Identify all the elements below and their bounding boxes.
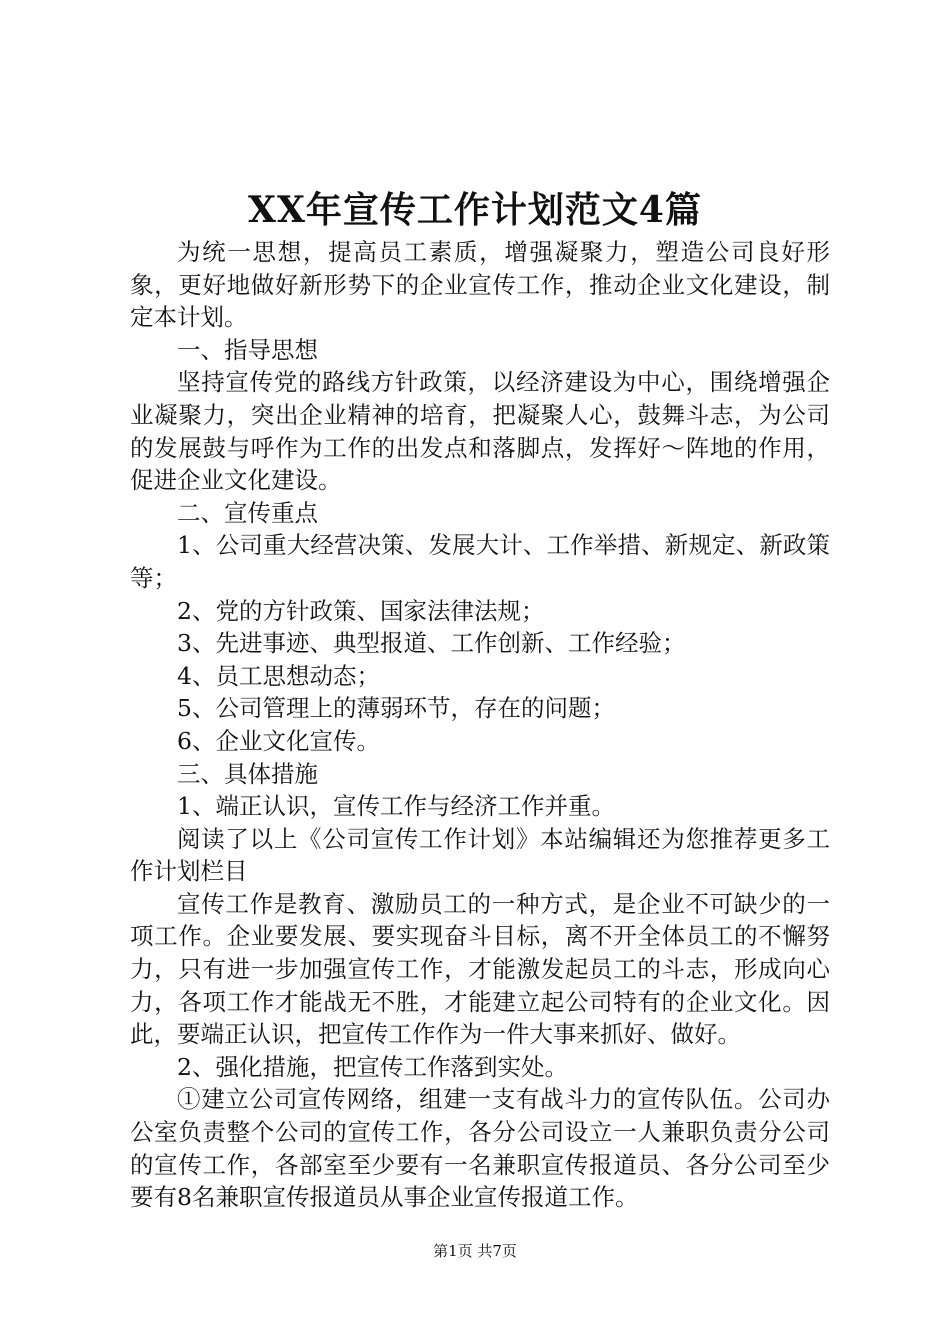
focus-item-4: 4、员工思想动态； bbox=[177, 661, 380, 690]
section-heading-guiding-thought: 一、指导思想 bbox=[177, 335, 318, 364]
section-heading-measures: 三、具体措施 bbox=[177, 759, 318, 788]
focus-item-6: 6、企业文化宣传。 bbox=[177, 726, 380, 755]
measure-2-sub-item-1: ①建立公司宣传网络，组建一支有战斗力的宣传队伍。公司办公室负责整个公司的宣传工作，各分公司设立一人兼职负责分公司的宣传工作，各部室至少要有一名兼职宣传报道员、各分公司至少要有8名兼职宣传报道员从事企业宣传报道工作。 bbox=[130, 1085, 830, 1212]
section-heading-publicity-focus: 二、宣传重点 bbox=[177, 498, 318, 527]
intro-paragraph: 为统一思想，提高员工素质，增强凝聚力，塑造公司良好形象，更好地做好新形势下的企业宣传工作，推动企业文化建设，制定本计划。 bbox=[130, 238, 830, 332]
page-number-footer: 第1页 共7页 bbox=[433, 1242, 517, 1260]
guiding-thought-paragraph: 坚持宣传党的路线方针政策，以经济建设为中心，围绕增强企业凝聚力，突出企业精神的培育，把凝聚人心，鼓舞斗志，为公司的发展鼓与呼作为工作的出发点和落脚点，发挥好～阵地的作用，促进企业文化建设。 bbox=[130, 368, 830, 495]
measure-1-body-paragraph: 宣传工作是教育、激励员工的一种方式，是企业不可缺少的一项工作。企业要发展、要实现奋斗目标，离不开全体员工的不懈努力，只有进一步加强宣传工作，才能激发起员工的斗志，形成向心力，各项工作才能战无不胜，才能建立起公司特有的企业文化。因此，要端正认识，把宣传工作作为一件大事来抓好、做好。 bbox=[130, 889, 830, 1049]
measure-item-2: 2、强化措施，把宣传工作落到实处。 bbox=[177, 1052, 568, 1081]
document-body bbox=[130, 236, 830, 1214]
focus-item-1: 1、公司重大经营决策、发展大计、工作举措、新规定、新政策等； bbox=[130, 531, 830, 592]
measure-item-1: 1、端正认识，宣传工作与经济工作并重。 bbox=[177, 792, 615, 821]
focus-item-3: 3、先进事迹、典型报道、工作创新、工作经验； bbox=[177, 629, 686, 658]
focus-item-5: 5、公司管理上的薄弱环节，存在的问题； bbox=[177, 694, 615, 723]
recommendation-paragraph: 阅读了以上《公司宣传工作计划》本站编辑还为您推荐更多工作计划栏目 bbox=[130, 824, 830, 886]
focus-item-2: 2、党的方针政策、国家法律法规； bbox=[177, 596, 545, 625]
document-title: XX年宣传工作计划范文4篇 bbox=[248, 189, 702, 231]
